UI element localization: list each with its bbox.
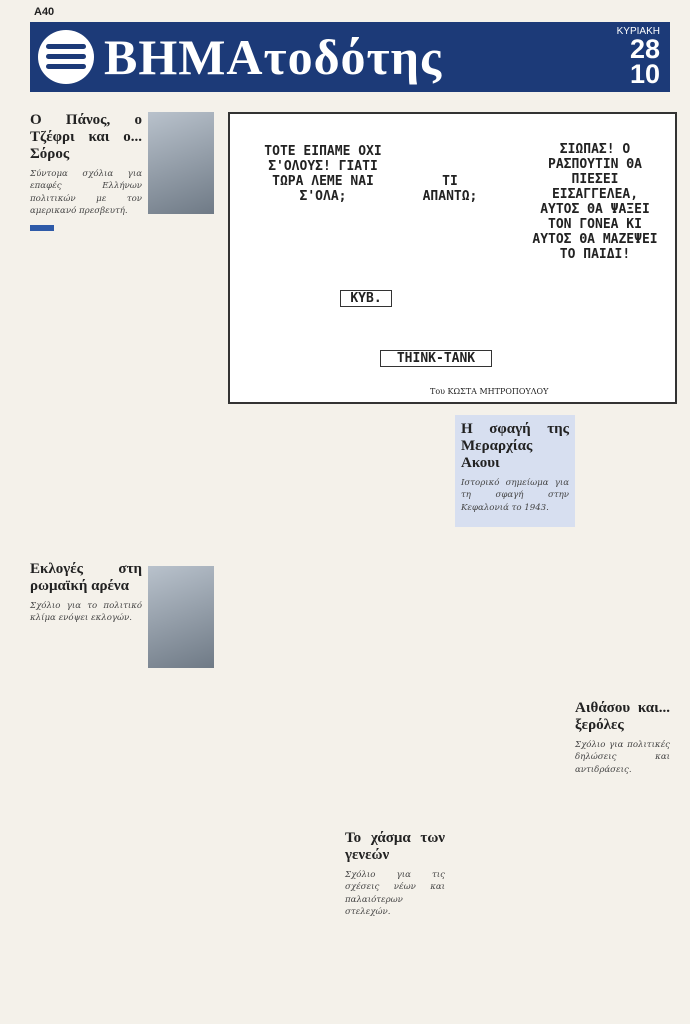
portrait-photo-1 xyxy=(148,112,214,214)
section-marker xyxy=(30,225,54,231)
column-1 xyxy=(30,112,142,631)
date-box xyxy=(617,26,660,87)
headline-5: Αιθάσου και... ξερόλες xyxy=(575,700,670,733)
cartoon xyxy=(228,112,677,404)
logo-icon xyxy=(38,30,94,84)
think-tank-sign: THINK-TANK xyxy=(380,350,492,367)
bubble-1: ΤΟΤΕ ΕΙΠΑΜΕ ΟΧΙ Σ'ΟΛΟΥΣ! ΓΙΑΤΙ ΤΩΡΑ ΛΕΜΕ ΝΑΙ Σ'ΟΛΑ; xyxy=(264,144,382,204)
column-4 xyxy=(455,415,575,527)
headline-4: Η σφαγή της Μεραρχίας Ακουι xyxy=(461,421,569,471)
summary-1: Σύντομα σχόλια για επαφές Ελλήνων πολιτικών με τον αμερικανό πρεσβευτή. xyxy=(30,169,142,217)
date-day: 28 xyxy=(629,34,660,64)
summary-5: Σχόλιο για πολιτικές δηλώσεις και αντιδράσεις. xyxy=(575,740,670,775)
headline-2: Εκλογές στη ρωμαϊκή αρένα xyxy=(30,560,142,594)
column-3 xyxy=(345,830,445,926)
masthead xyxy=(30,22,670,92)
column-5 xyxy=(575,700,670,783)
date-month: 10 xyxy=(629,59,660,89)
box-label: ΚΥΒ. xyxy=(340,290,392,307)
headline-1: Ο Πάνος, ο Τζέφρι και ο... Σόρος xyxy=(30,112,142,162)
summary-2: Σχόλιο για το πολιτικό κλίμα ενόψει εκλογών. xyxy=(30,600,142,624)
summary-4: Ιστορικό σημείωμα για τη σφαγή στην Κεφαλονιά το 1943. xyxy=(461,478,569,513)
summary-3: Σχόλιο για τις σχέσεις νέων και παλαιότερων στελεχών. xyxy=(345,870,445,918)
headline-3: Το χάσμα των γενεών xyxy=(345,830,445,863)
bubble-3: ΣΙΩΠΑΣ! Ο ΡΑΣΠΟΥΤΙΝ ΘΑ ΠΙΕΣΕΙ ΕΙΣΑΓΓΕΛΕΑ, ΑΥΤΟΣ ΘΑ ΨΑΞΕΙ ΤΟΝ ΓΟΝΕΑ ΚΙ ΑΥΤΟΣ ΘΑ ΜΑΖΕΨΕΙ ΤΟ ΠΑΙΔΙ! xyxy=(532,142,658,262)
portrait-photo-2 xyxy=(148,566,214,668)
masthead-title: ΒΗΜΑτοδότης xyxy=(104,29,443,85)
page-number: A40 xyxy=(34,6,55,18)
cartoon-credit: Του ΚΩΣΤΑ ΜΗΤΡΟΠΟΥΛΟΥ xyxy=(430,387,549,396)
date-day-label: ΚΥΡΙΑΚΗ xyxy=(616,26,660,37)
bubble-2: ΤΙ ΑΠΑΝΤΩ; xyxy=(422,174,478,204)
